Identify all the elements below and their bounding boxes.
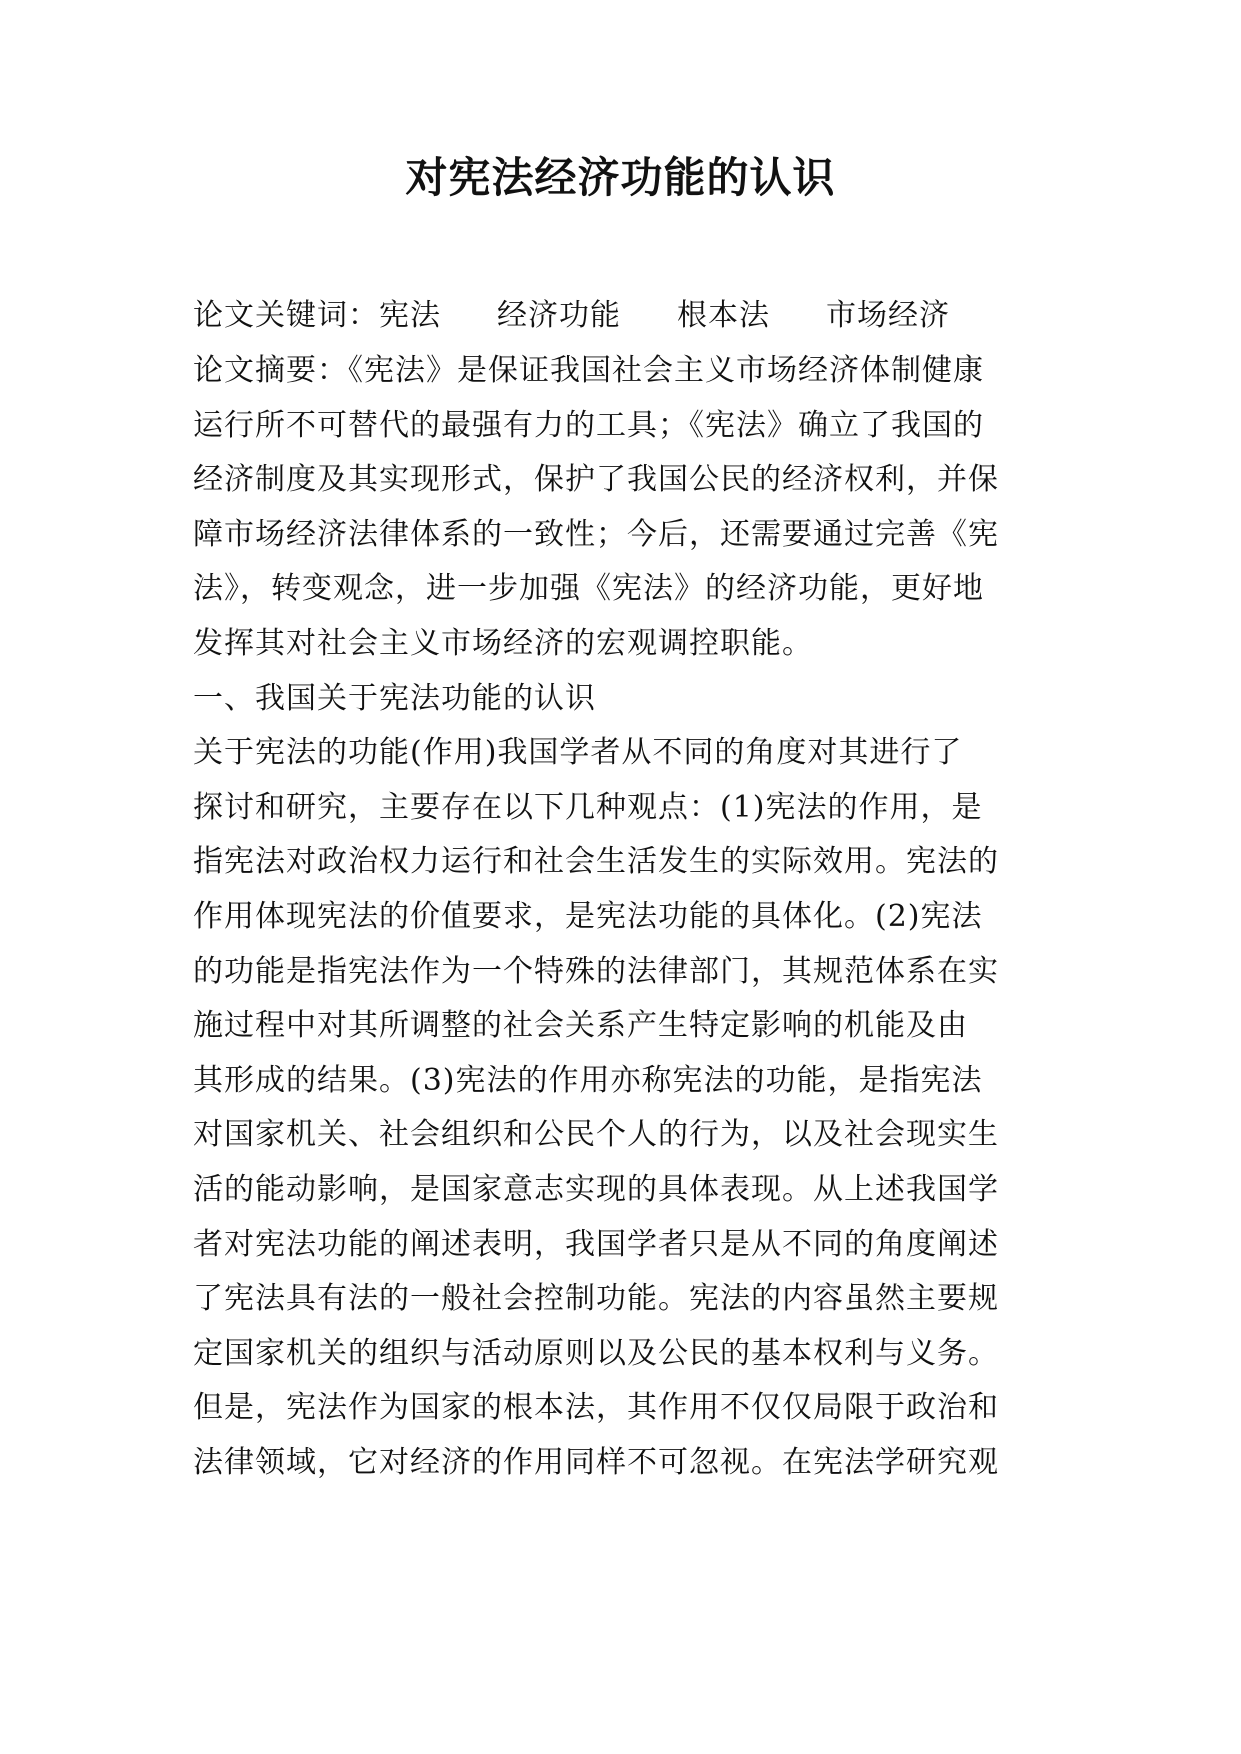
body-text-line: 发挥其对社会主义市场经济的宏观调控职能。 [193, 626, 813, 661]
body-text-line: 探讨和研究，主要存在以下几种观点：(1)宪法的作用，是 [193, 790, 983, 825]
keyword-item: 经济功能 [497, 298, 621, 333]
body-text-line: 的功能是指宪法作为一个特殊的法律部门，其规范体系在实 [193, 954, 999, 989]
body-text-line: 关于宪法的功能(作用)我国学者从不同的角度对其进行了 [193, 735, 963, 770]
body-text-line: 指宪法对政治权力运行和社会生活发生的实际效用。宪法的 [193, 844, 999, 879]
keyword-item: 宪法 [379, 298, 441, 333]
body-text-line: 运行所不可替代的最强有力的工具；《宪法》确立了我国的 [193, 408, 984, 443]
body-text-line: 一、我国关于宪法功能的认识 [193, 681, 596, 716]
body-text-line: 法》，转变观念，进一步加强《宪法》的经济功能，更好地 [193, 571, 984, 606]
keywords-label: 论文关键词： [193, 298, 379, 333]
body-text-line: 论文摘要：《宪法》是保证我国社会主义市场经济体制健康 [193, 353, 984, 388]
body-text-line: 障市场经济法律体系的一致性；今后，还需要通过完善《宪 [193, 517, 999, 552]
keyword-item: 市场经济 [826, 298, 950, 333]
body-text-line: 作用体现宪法的价值要求，是宪法功能的具体化。(2)宪法 [193, 899, 983, 934]
body-text-line: 者对宪法功能的阐述表明，我国学者只是从不同的角度阐述 [193, 1227, 999, 1262]
body-text-line: 法律领域，它对经济的作用同样不可忽视。在宪法学研究观 [193, 1445, 999, 1480]
body-text-line: 经济制度及其实现形式，保护了我国公民的经济权利，并保 [193, 462, 999, 497]
body-text-line: 定国家机关的组织与活动原则以及公民的基本权利与义务。 [193, 1336, 999, 1371]
body-text-line: 其形成的结果。(3)宪法的作用亦称宪法的功能，是指宪法 [193, 1063, 983, 1098]
body-text-line: 对国家机关、社会组织和公民个人的行为，以及社会现实生 [193, 1117, 999, 1152]
body-text-line: 但是，宪法作为国家的根本法，其作用不仅仅局限于政治和 [193, 1390, 999, 1425]
keywords-row [193, 296, 950, 336]
keyword-item: 根本法 [677, 298, 770, 333]
body-text-line: 施过程中对其所调整的社会关系产生特定影响的机能及由 [193, 1008, 968, 1043]
body-text-line: 了宪法具有法的一般社会控制功能。宪法的内容虽然主要规 [193, 1281, 999, 1316]
body-text-line: 活的能动影响，是国家意志实现的具体表现。从上述我国学 [193, 1172, 999, 1207]
document-title: 对宪法经济功能的认识 [405, 153, 836, 202]
